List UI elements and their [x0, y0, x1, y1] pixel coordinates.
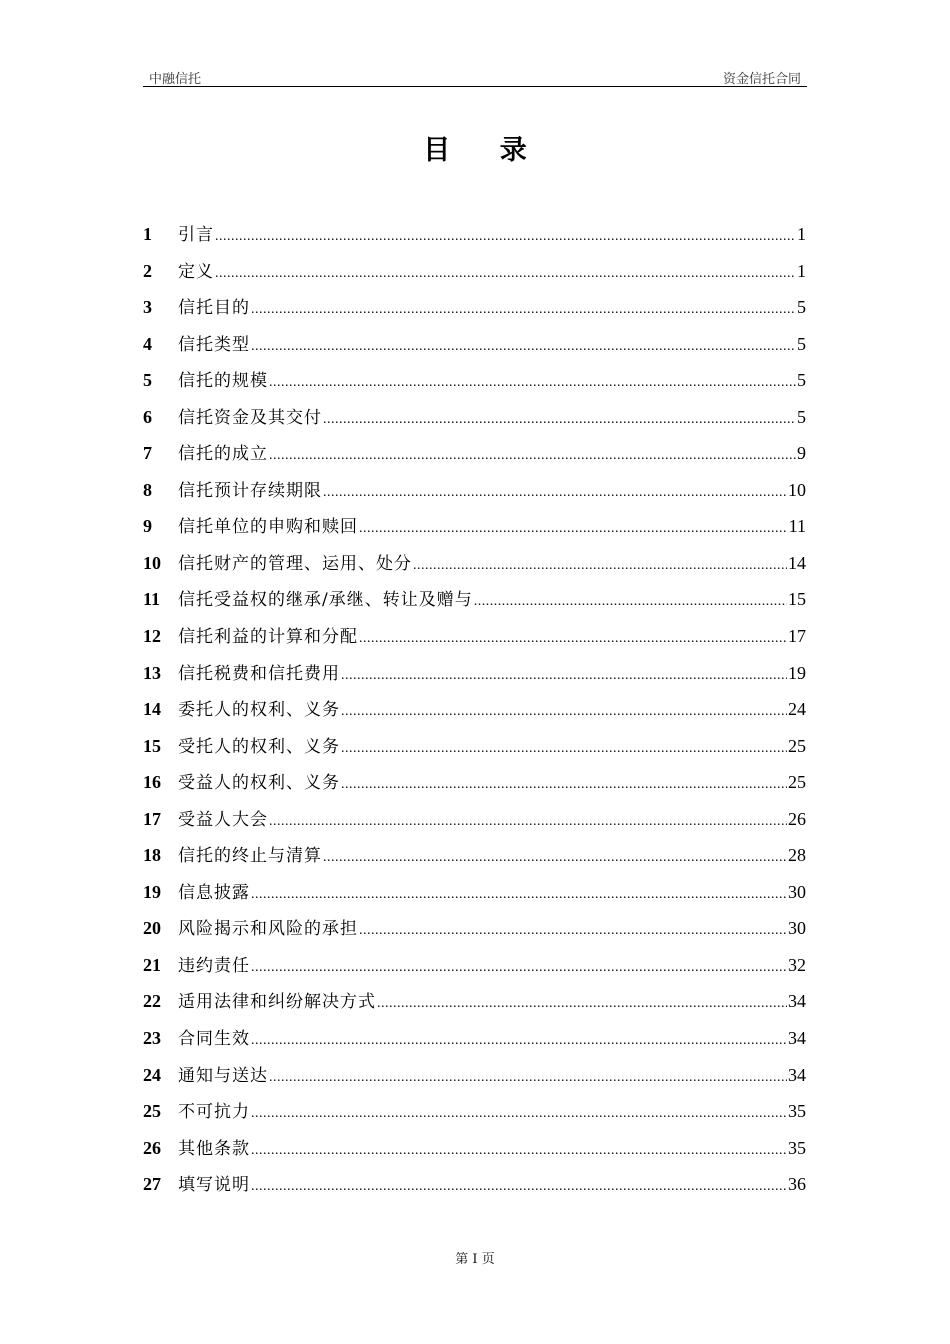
toc-entry-label: 信托税费和信托费用 — [178, 663, 340, 684]
toc-entry[interactable] — [143, 618, 806, 655]
toc-entry-page: 5 — [797, 297, 806, 318]
toc-entry-label: 受益人大会 — [178, 809, 268, 830]
toc-entry-page: 24 — [788, 699, 806, 720]
dot-leader — [359, 913, 787, 949]
toc-entry-label: 适用法律和纠纷解决方式 — [178, 992, 376, 1013]
toc-entry-label: 合同生效 — [178, 1029, 250, 1050]
toc-entry-page: 34 — [788, 1064, 806, 1085]
toc-entry-label: 受益人的权利、义务 — [178, 773, 340, 794]
toc-entry-label: 信托的规模 — [178, 371, 268, 392]
toc-entry-number: 8 — [143, 479, 152, 500]
toc-entry[interactable] — [143, 764, 806, 801]
toc-entry-page: 5 — [797, 406, 806, 427]
dot-leader — [215, 256, 796, 292]
toc-entry[interactable] — [143, 837, 806, 874]
toc-entry[interactable] — [143, 1057, 806, 1094]
toc-entry[interactable] — [143, 253, 806, 290]
toc-entry-label: 受托人的权利、义务 — [178, 736, 340, 757]
toc-entry-label: 信托预计存续期限 — [178, 480, 322, 501]
toc-entry-label: 引言 — [178, 225, 214, 245]
toc-entry[interactable] — [143, 545, 806, 582]
table-of-contents — [143, 216, 806, 1203]
dot-leader — [251, 329, 796, 365]
toc-entry-label: 不可抗力 — [178, 1102, 250, 1123]
toc-entry[interactable] — [143, 289, 806, 326]
dot-leader — [269, 438, 796, 474]
toc-entry-label: 信托财产的管理、运用、处分 — [178, 553, 412, 574]
toc-entry-number: 13 — [143, 662, 161, 683]
toc-entry-label: 信托利益的计算和分配 — [178, 627, 358, 648]
dot-leader — [323, 840, 787, 876]
toc-entry-page: 28 — [788, 845, 806, 866]
dot-leader — [323, 475, 787, 511]
dot-leader — [359, 511, 788, 547]
toc-entry[interactable] — [143, 326, 806, 363]
dot-leader — [251, 1023, 787, 1059]
toc-entry-number: 11 — [143, 589, 161, 610]
dot-leader — [251, 877, 787, 913]
toc-entry[interactable] — [143, 910, 806, 947]
toc-entry-number: 7 — [143, 443, 152, 464]
toc-entry-label: 通知与送达 — [178, 1065, 268, 1086]
toc-entry-number: 17 — [143, 808, 161, 829]
toc-entry-label: 其他条款 — [178, 1138, 250, 1159]
toc-entry-page: 5 — [797, 370, 806, 391]
toc-entry-label: 定义 — [178, 261, 214, 282]
toc-entry[interactable] — [143, 362, 806, 399]
toc-entry-number: 18 — [143, 845, 161, 866]
dot-leader — [269, 365, 796, 401]
toc-entry-page: 34 — [788, 1028, 806, 1049]
toc-entry[interactable] — [143, 1130, 806, 1167]
toc-entry[interactable] — [143, 947, 806, 984]
toc-entry-number: 15 — [143, 735, 161, 756]
toc-entry[interactable] — [143, 581, 806, 618]
toc-entry-page: 19 — [788, 662, 806, 683]
toc-entry-label: 信托类型 — [178, 334, 250, 355]
toc-entry[interactable] — [143, 472, 806, 509]
toc-entry-label: 信托的成立 — [178, 444, 268, 465]
toc-entry-label: 信托的终止与清算 — [178, 846, 322, 867]
page-header — [143, 66, 807, 87]
dot-leader — [413, 548, 787, 584]
dot-leader — [251, 1169, 787, 1205]
header-document-title: 资金信托合同 — [722, 72, 801, 87]
toc-entry-number: 20 — [143, 918, 161, 939]
toc-entry-number: 6 — [143, 406, 152, 427]
page-title: 目 录 — [423, 135, 547, 166]
toc-entry-page: 10 — [788, 479, 806, 500]
toc-entry-label: 信托受益权的继承/承继、转让及赠与 — [178, 590, 473, 611]
toc-entry[interactable] — [143, 655, 806, 692]
toc-entry-page: 32 — [788, 954, 806, 975]
toc-entry[interactable] — [143, 216, 806, 253]
toc-entry-page: 35 — [788, 1101, 806, 1122]
toc-entry-page: 5 — [797, 333, 806, 354]
toc-entry[interactable] — [143, 801, 806, 838]
toc-entry-number: 16 — [143, 772, 161, 793]
toc-entry-number: 24 — [143, 1064, 161, 1085]
toc-entry-page: 25 — [788, 772, 806, 793]
dot-leader — [341, 658, 787, 694]
page-footer: 第 I 页 — [455, 1252, 495, 1267]
toc-entry-page: 1 — [797, 224, 806, 244]
toc-entry-number: 22 — [143, 991, 161, 1012]
toc-entry-page: 26 — [788, 808, 806, 829]
toc-entry-number: 12 — [143, 626, 161, 647]
toc-entry-label: 违约责任 — [178, 955, 250, 976]
dot-leader — [251, 1133, 787, 1169]
dot-leader — [323, 402, 796, 438]
dot-leader — [474, 584, 787, 620]
toc-entry-number: 4 — [143, 333, 152, 354]
toc-entry-number: 2 — [143, 260, 152, 281]
toc-entry-number: 5 — [143, 370, 152, 391]
toc-entry-page: 1 — [797, 260, 806, 281]
dot-leader — [269, 804, 787, 840]
toc-entry-page: 15 — [788, 589, 806, 610]
toc-entry[interactable] — [143, 1166, 806, 1203]
toc-entry[interactable] — [143, 1020, 806, 1057]
toc-entry[interactable] — [143, 874, 806, 911]
toc-entry-page: 25 — [788, 735, 806, 756]
dot-leader — [341, 731, 787, 767]
toc-entry-number: 14 — [143, 699, 161, 720]
dot-leader — [341, 694, 787, 730]
toc-entry-number: 27 — [143, 1174, 161, 1195]
toc-entry-page: 17 — [788, 626, 806, 647]
toc-entry-page: 36 — [788, 1174, 806, 1195]
toc-entry-number: 21 — [143, 954, 161, 975]
toc-entry-number: 23 — [143, 1028, 161, 1049]
toc-entry-number: 10 — [143, 552, 161, 573]
dot-leader — [341, 767, 787, 803]
toc-entry-label: 信托资金及其交付 — [178, 407, 322, 428]
toc-entry[interactable] — [143, 508, 806, 545]
toc-entry-label: 填写说明 — [178, 1175, 250, 1196]
toc-entry-number: 25 — [143, 1101, 161, 1122]
toc-entry-page: 30 — [788, 881, 806, 902]
dot-leader — [359, 621, 787, 657]
toc-entry-label: 信托单位的申购和赎回 — [178, 517, 358, 538]
dot-leader — [269, 1060, 787, 1096]
toc-entry[interactable] — [143, 1093, 806, 1130]
toc-entry-label: 信托目的 — [178, 298, 250, 319]
dot-leader — [215, 219, 796, 255]
toc-entry[interactable] — [143, 983, 806, 1020]
toc-entry-page: 34 — [788, 991, 806, 1012]
toc-entry-number: 9 — [143, 516, 152, 537]
toc-entry-page: 30 — [788, 918, 806, 939]
dot-leader — [251, 292, 796, 328]
toc-entry-number: 1 — [143, 224, 152, 244]
toc-entry-page: 11 — [788, 516, 806, 537]
toc-entry[interactable] — [143, 399, 806, 436]
toc-entry-label: 风险揭示和风险的承担 — [178, 919, 358, 940]
toc-entry-page: 14 — [788, 552, 806, 573]
toc-entry-number: 19 — [143, 881, 161, 902]
dot-leader — [377, 986, 787, 1022]
toc-entry-page: 9 — [797, 443, 806, 464]
toc-entry-label: 委托人的权利、义务 — [178, 700, 340, 721]
dot-leader — [251, 1096, 787, 1132]
dot-leader — [251, 950, 787, 986]
toc-entry-number: 26 — [143, 1137, 161, 1158]
toc-entry-number: 3 — [143, 297, 152, 318]
toc-entry-label: 信息披露 — [178, 882, 250, 903]
toc-entry-page: 35 — [788, 1137, 806, 1158]
toc-entry[interactable] — [143, 691, 806, 728]
toc-entry[interactable] — [143, 728, 806, 765]
toc-entry[interactable] — [143, 435, 806, 472]
header-company: 中融信托 — [149, 72, 202, 87]
